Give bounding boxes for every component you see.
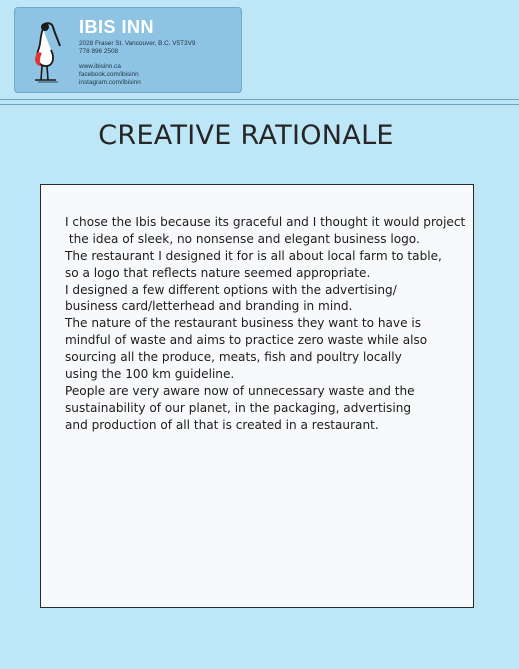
page-title: CREATIVE RATIONALE (98, 120, 394, 151)
divider-top (0, 99, 519, 100)
rationale-line: The nature of the restaurant business they want to have is (65, 316, 422, 331)
rationale-line: so a logo that reflects nature seemed appropriate. (65, 265, 371, 280)
rationale-line: I designed a few different options with the advertising/ (65, 282, 397, 297)
divider-bottom (0, 104, 519, 105)
address-text: 2028 Fraser St. Vancouver, B.C. V5T3V9 (79, 40, 196, 47)
rationale-line: sourcing all the produce, meats, fish and poultry locally (65, 350, 402, 365)
brand-name: IBIS INN (79, 17, 155, 37)
instagram-link[interactable]: instagram.com/ibisinn (79, 79, 141, 86)
rationale-line: mindful of waste and aims to practice zero waste while also (65, 333, 428, 348)
rationale-line: using the 100 km guideline. (65, 367, 235, 382)
rationale-line: the idea of sleek, no nonsense and elegant business logo. (65, 231, 420, 246)
phone-text: 778 896 2508 (79, 48, 119, 55)
rationale-line: sustainability of our planet, in the packaging, advertising (65, 400, 412, 415)
facebook-link[interactable]: facebook.com/ibisinn (79, 71, 139, 78)
rationale-text (65, 214, 465, 434)
rationale-line: The restaurant I designed it for is all about local farm to table, (65, 248, 442, 263)
website-link[interactable]: www.ibisinn.ca (79, 63, 121, 70)
rationale-line: business card/letterhead and branding in mind. (65, 299, 353, 314)
rationale-line: I chose the Ibis because its graceful and I thought it would project (65, 215, 466, 229)
ibis-bird-icon (29, 20, 67, 84)
rationale-line: and production of all that is created in a restaurant. (65, 417, 379, 432)
business-card (14, 7, 242, 93)
rationale-line: People are very aware now of unnecessary waste and the (65, 383, 415, 398)
